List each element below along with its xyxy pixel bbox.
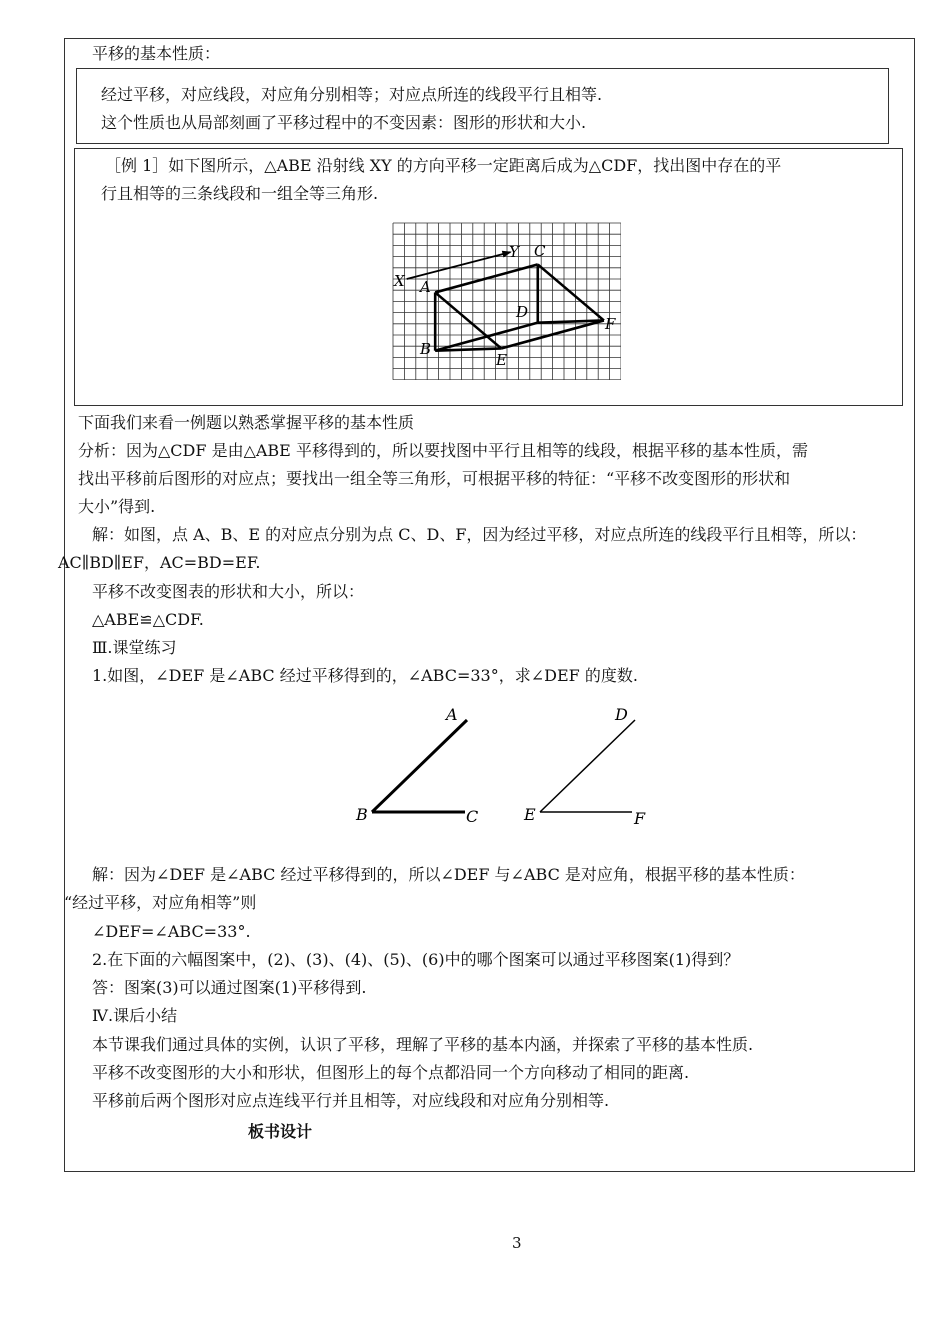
example-line-2: 行且相等的三条线段和一组全等三角形.: [101, 184, 379, 203]
answer-1-line-1: 解：因为∠DEF 是∠ABC 经过平移得到的，所以∠DEF 与∠ABC 是对应角，根据平移的基本性质：: [92, 865, 805, 884]
answer-1-line-3: ∠DEF=∠ABC=33°.: [92, 922, 251, 941]
solution-line-4: △ABE≌△CDF.: [92, 610, 204, 629]
answer-1-line-2: “经过平移，对应角相等”则: [64, 893, 257, 912]
section-3-heading: Ⅲ.课堂练习: [92, 638, 177, 657]
analysis-line-1: 分析：因为△CDF 是由△ABE 平移得到的，所以要找图中平行且相等的线段，根据平移的基本性质，需: [78, 441, 808, 460]
label-c: C: [466, 807, 479, 826]
label-y: Y: [509, 243, 519, 261]
analysis-line-2: 找出平移前后图形的对应点；要找出一组全等三角形，可根据平移的特征：“平移不改变图形的形状和: [78, 469, 791, 488]
label-a: A: [446, 705, 458, 724]
label-a: A: [420, 278, 431, 296]
label-c: C: [534, 242, 546, 260]
example-line-1: ［例 1］如下图所示，△ABE 沿射线 XY 的方向平移一定距离后成为△CDF，找出图中存在的平: [105, 156, 782, 175]
angle-translation-figure: [350, 700, 660, 830]
segment-ed: [540, 720, 635, 812]
intro-line: 下面我们来看一例题以熟悉掌握平移的基本性质: [78, 413, 415, 432]
translation-grid-figure: [392, 222, 621, 380]
segment-ba: [372, 720, 467, 812]
summary-line-3: 平移前后两个图形对应点连线平行并且相等，对应线段和对应角分别相等.: [92, 1091, 610, 1110]
label-d: D: [516, 303, 529, 321]
segment-ae: [435, 292, 501, 348]
label-d: D: [615, 705, 628, 724]
solution-line-2: AC∥BD∥EF，AC=BD=EF.: [58, 553, 261, 572]
question-1: 1.如图，∠DEF 是∠ABC 经过平移得到的，∠ABC=33°，求∠DEF 的度数.: [92, 666, 638, 685]
label-x: X: [394, 272, 405, 290]
question-2: 2.在下面的六幅图案中，(2)、(3)、(4)、(5)、(6)中的哪个图案可以通过平移图案(1)得到？: [92, 950, 740, 969]
label-e: E: [496, 351, 507, 369]
segment-ac: [435, 264, 538, 292]
property-line-1: 经过平移，对应线段，对应角分别相等；对应点所连的线段平行且相等.: [101, 85, 603, 104]
label-f: F: [634, 809, 646, 828]
analysis-line-3: 大小”得到.: [78, 497, 156, 516]
segment-cf: [538, 264, 604, 320]
label-e: E: [524, 805, 536, 824]
label-f: F: [605, 315, 616, 333]
board-design-heading: 板书设计: [248, 1122, 313, 1141]
solution-line-3: 平移不改变图表的形状和大小，所以：: [92, 582, 365, 601]
label-b: B: [356, 805, 368, 824]
section-4-heading: Ⅳ.课后小结: [92, 1006, 178, 1025]
property-line-2: 这个性质也从局部刻画了平移过程中的不变因素：图形的形状和大小.: [101, 113, 587, 132]
page-number: 3: [512, 1234, 522, 1252]
figure-labels: [393, 242, 616, 369]
label-b: B: [420, 340, 432, 358]
header-line: 平移的基本性质：: [92, 44, 221, 63]
summary-line-2: 平移不改变图形的大小和形状，但图形上的每个点都沿同一个方向移动了相同的距离.: [92, 1063, 690, 1082]
answer-2: 答：图案(3)可以通过图案(1)平移得到.: [92, 978, 367, 997]
summary-line-1: 本节课我们通过具体的实例，认识了平移，理解了平移的基本内涵，并探索了平移的基本性质.: [92, 1035, 754, 1054]
solution-line-1: 解：如图，点 A、B、E 的对应点分别为点 C、D、F，因为经过平移，对应点所连的线段平行且相等，所以：: [92, 525, 867, 544]
